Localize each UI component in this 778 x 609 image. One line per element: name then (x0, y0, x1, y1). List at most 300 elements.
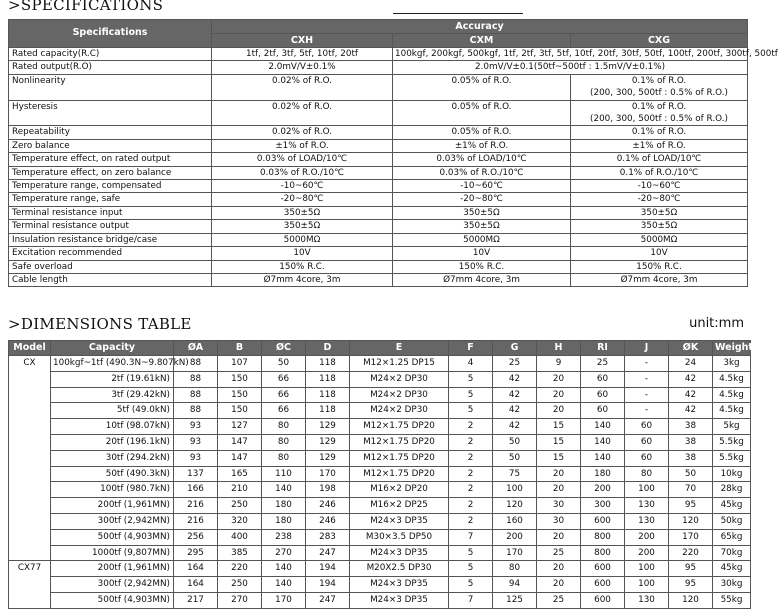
spec-label: Temperature effect, on rated output (9, 153, 212, 166)
model-header-cxm: CXM (393, 34, 571, 48)
dims-value: 246 (306, 498, 350, 514)
dims-value: 4.5kg (713, 371, 751, 387)
dims-value: 165 (218, 466, 262, 482)
table-row (9, 592, 751, 608)
dims-value: 20 (537, 482, 581, 498)
dims-value: 88 (174, 387, 218, 403)
dims-value: 60 (625, 450, 669, 466)
dims-value: 100 (625, 482, 669, 498)
dims-value: 600 (581, 513, 625, 529)
spec-label: Terminal resistance input (9, 206, 212, 219)
spec-value-cxg-main: 350±5Ω (640, 207, 678, 218)
dims-value: 256 (174, 529, 218, 545)
table-row (9, 545, 751, 561)
dims-value: 220 (218, 561, 262, 577)
dims-value: 130 (625, 513, 669, 529)
spec-value-cxg (571, 260, 748, 273)
spec-row (9, 247, 748, 260)
specifications-table (8, 19, 778, 287)
spec-value-cxm: 5000MΩ (393, 233, 571, 246)
dims-value: 60 (625, 419, 669, 435)
spec-label: Rated output(R.O) (9, 61, 212, 74)
dims-value: 5kg (713, 419, 751, 435)
model-cell: CX (9, 356, 51, 561)
capacity-cell: 3tf (29.42kN) (51, 387, 174, 403)
dims-value: 107 (218, 356, 262, 372)
dims-value: 180 (262, 498, 306, 514)
dims-value: 95 (669, 577, 713, 593)
dims-column-header: F (449, 341, 493, 356)
spec-value-cxg (571, 247, 748, 260)
dims-value: 88 (174, 403, 218, 419)
dims-value: M12×1.75 DP20 (350, 450, 449, 466)
spec-value-cxh: 350±5Ω (212, 206, 393, 219)
spec-label: Safe overload (9, 260, 212, 273)
spec-value-cxh: 0.02% of R.O. (212, 100, 393, 126)
dims-value: 50 (493, 434, 537, 450)
dims-value: 118 (306, 387, 350, 403)
dims-value: 65kg (713, 529, 751, 545)
dims-value: 60 (581, 371, 625, 387)
spec-value-cxg (571, 139, 748, 152)
dims-value: 66 (262, 387, 306, 403)
dims-value: 50 (493, 450, 537, 466)
dims-value: 2 (449, 498, 493, 514)
spec-value-cxg-note: (200, 300, 500tf : 0.5% of R.O.) (590, 88, 728, 99)
dims-value: 30kg (713, 577, 751, 593)
spec-label: Excitation recommended (9, 247, 212, 260)
dims-value: 150 (218, 371, 262, 387)
dims-value: 247 (306, 592, 350, 608)
accuracy-header: Accuracy (212, 20, 748, 34)
dims-value: M24×3 DP35 (350, 513, 449, 529)
dims-value: M30×3.5 DP50 (350, 529, 449, 545)
model-cell: CX77 (9, 561, 51, 608)
dims-value: 200 (581, 482, 625, 498)
dims-value: 30 (537, 513, 581, 529)
spec-value-cxg (571, 233, 748, 246)
spec-row (9, 100, 748, 126)
dims-value: 25 (581, 356, 625, 372)
dims-value: 25 (493, 356, 537, 372)
spec-value-cxg-main: -10~60℃ (637, 181, 681, 192)
dims-value: 70kg (713, 545, 751, 561)
spec-value-cxh: 0.03% of R.O./10℃ (212, 166, 393, 179)
dims-value: 170 (306, 466, 350, 482)
spec-value-cxg-main: 350±5Ω (640, 221, 678, 232)
table-row (9, 419, 751, 435)
dims-value: 140 (581, 419, 625, 435)
spec-value-cxm: 0.03% of LOAD/10℃ (393, 153, 571, 166)
dims-column-header: H (537, 341, 581, 356)
dims-value: 216 (174, 498, 218, 514)
dims-value: 150 (218, 403, 262, 419)
unit-label: unit:mm (689, 316, 744, 331)
spec-value-cxm: 0.05% of R.O. (393, 126, 571, 139)
dims-value: 5 (449, 403, 493, 419)
spec-value-cxh: 2.0mV/V±0.1% (212, 61, 393, 74)
spec-value-cxg (571, 100, 748, 126)
dims-value: 42 (493, 403, 537, 419)
dims-value: 70 (669, 482, 713, 498)
dims-value: 75 (493, 466, 537, 482)
dims-value: 80 (262, 419, 306, 435)
dims-column-header: Model (9, 341, 51, 356)
dims-value: 10kg (713, 466, 751, 482)
spec-label: Nonlinearity (9, 74, 212, 100)
dims-value: 270 (218, 592, 262, 608)
dims-value: 80 (262, 450, 306, 466)
dims-value: M20X2.5 DP30 (350, 561, 449, 577)
spec-value-cxg (571, 126, 748, 139)
spec-value-cxh: -10~60℃ (212, 180, 393, 193)
capacity-cell: 100kgf~1tf (490.3N~9.807kN) (51, 356, 174, 372)
dims-column-header: G (493, 341, 537, 356)
dims-value: 60 (581, 403, 625, 419)
capacity-cell: 5tf (49.0kN) (51, 403, 174, 419)
table-row (9, 498, 751, 514)
spec-value-cxh: ±1% of R.O. (212, 139, 393, 152)
spec-label: Temperature range, safe (9, 193, 212, 206)
spec-value-cxh: 0.03% of LOAD/10℃ (212, 153, 393, 166)
dims-value: M16×2 DP20 (350, 482, 449, 498)
dims-value: 170 (493, 545, 537, 561)
dims-value: 9 (537, 356, 581, 372)
spec-value-cxh: 150% R.C. (212, 260, 393, 273)
spec-value-cxh: 0.02% of R.O. (212, 126, 393, 139)
spec-value-cxg (571, 153, 748, 166)
dims-value: 180 (581, 466, 625, 482)
dims-value: - (625, 403, 669, 419)
dims-value: M24×3 DP35 (350, 592, 449, 608)
spec-value-cxm: -10~60℃ (393, 180, 571, 193)
dims-value: 129 (306, 434, 350, 450)
dims-value: 15 (537, 419, 581, 435)
table-row (9, 577, 751, 593)
dims-column-header: Capacity (51, 341, 174, 356)
dims-value: 7 (449, 529, 493, 545)
spec-value-cxm: 0.05% of R.O. (393, 74, 571, 100)
spec-value-cxg (571, 193, 748, 206)
table-row (9, 403, 751, 419)
dims-value: 24 (669, 356, 713, 372)
dims-value: M12×1.75 DP20 (350, 419, 449, 435)
dims-value: 42 (669, 387, 713, 403)
spec-row (9, 233, 748, 246)
capacity-cell: 10tf (98.07kN) (51, 419, 174, 435)
spec-label: Repeatability (9, 126, 212, 139)
dims-column-header: Weight (713, 341, 751, 356)
dims-value: 60 (625, 434, 669, 450)
spec-row (9, 273, 748, 286)
spec-value-cxg (571, 220, 748, 233)
dims-value: 94 (493, 577, 537, 593)
dims-value: 147 (218, 434, 262, 450)
spec-value-cxm: ±1% of R.O. (393, 139, 571, 152)
dims-value: 238 (262, 529, 306, 545)
dims-value: 100 (493, 482, 537, 498)
spec-label: Temperature effect, on zero balance (9, 166, 212, 179)
dims-column-header: RI (581, 341, 625, 356)
dims-value: 129 (306, 419, 350, 435)
dims-value: 93 (174, 419, 218, 435)
capacity-cell: 100tf (980.7kN) (51, 482, 174, 498)
dims-value: 66 (262, 371, 306, 387)
spec-value-cxg-main: Ø7mm 4core, 3m (620, 274, 698, 285)
spec-row (9, 206, 748, 219)
dims-value: 120 (669, 592, 713, 608)
dims-value: 38 (669, 434, 713, 450)
dims-value: 194 (306, 561, 350, 577)
dims-value: 147 (218, 450, 262, 466)
dims-value: 200 (625, 545, 669, 561)
spec-value-cxh: 5000MΩ (212, 233, 393, 246)
dims-value: 198 (306, 482, 350, 498)
dims-column-header: J (625, 341, 669, 356)
dims-value: 93 (174, 450, 218, 466)
specifications-title: >SPECIFICATIONS (8, 0, 164, 14)
spec-row (9, 153, 748, 166)
dims-value: M24×3 DP35 (350, 545, 449, 561)
dims-value: 283 (306, 529, 350, 545)
dims-value: 400 (218, 529, 262, 545)
dims-value: 7 (449, 592, 493, 608)
dims-header-row (9, 341, 751, 356)
spec-label: Zero balance (9, 139, 212, 152)
spec-value-cxg-note: (200, 300, 500tf : 0.5% of R.O.) (590, 114, 728, 125)
spec-row (9, 48, 748, 61)
spec-value-cxg-main: 0.1% of R.O. (631, 101, 687, 112)
dims-value: 800 (581, 529, 625, 545)
spec-value-cxm: -20~80℃ (393, 193, 571, 206)
dims-value: M12×1.25 DP15 (350, 356, 449, 372)
capacity-cell: 30tf (294.2kN) (51, 450, 174, 466)
dims-value: 15 (537, 450, 581, 466)
capacity-cell: 1000tf (9,807MN) (51, 545, 174, 561)
dims-value: 140 (581, 450, 625, 466)
dims-value: 30 (537, 498, 581, 514)
dims-value: 160 (493, 513, 537, 529)
dims-body (9, 356, 751, 609)
dims-value: 60 (581, 387, 625, 403)
dims-value: 5 (449, 387, 493, 403)
spec-row (9, 126, 748, 139)
dims-value: 110 (262, 466, 306, 482)
dims-value: 5 (449, 371, 493, 387)
dims-value: 300 (581, 498, 625, 514)
spec-value-cxg-main: 0.1% of R.O. (631, 127, 687, 138)
dims-value: 45kg (713, 561, 751, 577)
spec-value-cxg-main: 150% R.C. (636, 261, 682, 272)
spec-label: Rated capacity(R.C) (9, 48, 212, 61)
dims-value: 210 (218, 482, 262, 498)
dims-value: 2 (449, 482, 493, 498)
table-row (9, 387, 751, 403)
dims-value: 118 (306, 403, 350, 419)
table-row (9, 450, 751, 466)
dims-value: 28kg (713, 482, 751, 498)
capacity-cell: 300tf (2,942MN) (51, 577, 174, 593)
dims-value: 38 (669, 450, 713, 466)
spec-row (9, 74, 748, 100)
model-header-cxg: CXG (571, 34, 748, 48)
spec-value-cxg (571, 166, 748, 179)
dims-value: 129 (306, 450, 350, 466)
dims-value: 250 (218, 498, 262, 514)
capacity-cell: 500tf (4,903MN) (51, 592, 174, 608)
dims-value: 95 (669, 498, 713, 514)
dims-value: M24×2 DP30 (350, 403, 449, 419)
dims-value: 4.5kg (713, 387, 751, 403)
dims-value: 137 (174, 466, 218, 482)
spec-value-cxg-main: 10V (650, 248, 668, 259)
spec-value-cxh: 10V (212, 247, 393, 260)
dims-value: 2 (449, 466, 493, 482)
capacity-cell: 20tf (196.1kN) (51, 434, 174, 450)
spec-label: Insulation resistance bridge/case (9, 233, 212, 246)
dims-value: 180 (262, 513, 306, 529)
dims-value: - (625, 387, 669, 403)
spec-row (9, 180, 748, 193)
spec-row (9, 220, 748, 233)
dims-value: 140 (262, 482, 306, 498)
dimensions-title: >DIMENSIONS TABLE (8, 315, 192, 333)
table-row (9, 482, 751, 498)
dims-value: 125 (493, 592, 537, 608)
spec-value-cxh: 0.02% of R.O. (212, 74, 393, 100)
dims-value: 170 (669, 529, 713, 545)
spec-value-cxm-cxg: 2.0mV/V±0.1(50tf~500tf : 1.5mV/V±0.1%) (393, 61, 748, 74)
dims-value: 150 (218, 387, 262, 403)
spec-label: Cable length (9, 273, 212, 286)
dims-value: 50 (262, 356, 306, 372)
dims-value: 20 (537, 561, 581, 577)
table-row (9, 561, 751, 577)
dims-value: 600 (581, 577, 625, 593)
table-row (9, 513, 751, 529)
table-row (9, 356, 751, 372)
dims-column-header: ØA (174, 341, 218, 356)
spec-value-cxm: Ø7mm 4core, 3m (393, 273, 571, 286)
dims-value: 42 (493, 419, 537, 435)
dims-value: 164 (174, 561, 218, 577)
dims-value: 42 (493, 387, 537, 403)
dims-value: 118 (306, 356, 350, 372)
dims-value: 42 (493, 371, 537, 387)
spec-value-cxg-main: 5000MΩ (640, 234, 678, 245)
dims-value: 25 (537, 592, 581, 608)
spec-value-cxg (571, 273, 748, 286)
dims-value: 140 (262, 577, 306, 593)
dims-value: 130 (625, 498, 669, 514)
spec-row (9, 61, 748, 74)
spec-value-cxg (571, 180, 748, 193)
dims-value: 800 (581, 545, 625, 561)
spec-value-cxg-main: 0.1% of LOAD/10℃ (616, 154, 702, 165)
dims-value: 166 (174, 482, 218, 498)
dims-value: 295 (174, 545, 218, 561)
dims-value: 20 (537, 371, 581, 387)
dims-value: 2 (449, 450, 493, 466)
capacity-cell: 200tf (1,961MN) (51, 498, 174, 514)
spec-value-cxh: 350±5Ω (212, 220, 393, 233)
dims-value: 130 (625, 592, 669, 608)
dims-value: 170 (262, 592, 306, 608)
capacity-cell: 500tf (4,903MN) (51, 529, 174, 545)
dims-column-header: ØK (669, 341, 713, 356)
dims-value: 4 (449, 356, 493, 372)
capacity-cell: 200tf (1,961MN) (51, 561, 174, 577)
spec-value-cxm: 350±5Ω (393, 206, 571, 219)
dims-value: 600 (581, 592, 625, 608)
dims-value: 120 (669, 513, 713, 529)
dims-value: 80 (493, 561, 537, 577)
spec-row (9, 193, 748, 206)
table-row (9, 466, 751, 482)
dims-value: 127 (218, 419, 262, 435)
spec-value-cxg-main: 0.1% of R.O./10℃ (619, 167, 699, 178)
spec-value-cxg-main: -20~80℃ (637, 194, 681, 205)
spec-value-cxg (571, 74, 748, 100)
dims-value: 55kg (713, 592, 751, 608)
dims-column-header: D (306, 341, 350, 356)
spec-value-cxm-cxg: 100kgf, 200kgf, 500kgf, 1tf, 2tf, 3tf, 5tf, 10tf, 20tf, 30tf, 50tf, 100tf, 200tf, 300tf, 500tf (393, 48, 748, 61)
dims-value: 220 (669, 545, 713, 561)
dims-value: - (625, 356, 669, 372)
table-row (9, 434, 751, 450)
dims-value: 140 (262, 561, 306, 577)
dims-value: 20 (537, 466, 581, 482)
dims-value: 45kg (713, 498, 751, 514)
dims-value: 385 (218, 545, 262, 561)
dims-value: 194 (306, 577, 350, 593)
dims-value: 2 (449, 513, 493, 529)
dims-value: 164 (174, 577, 218, 593)
dims-value: 246 (306, 513, 350, 529)
dims-value: 118 (306, 371, 350, 387)
table-row (9, 529, 751, 545)
dims-value: 42 (669, 371, 713, 387)
dims-value: 100 (625, 561, 669, 577)
spec-body (9, 48, 778, 287)
spec-row (9, 260, 748, 273)
capacity-cell: 50tf (490.3kN) (51, 466, 174, 482)
dims-column-header: E (350, 341, 449, 356)
dims-column-header: B (218, 341, 262, 356)
spec-label: Hysteresis (9, 100, 212, 126)
dims-value: 42 (669, 403, 713, 419)
dims-value: 5 (449, 577, 493, 593)
dims-value: M24×2 DP30 (350, 387, 449, 403)
dims-value: 217 (174, 592, 218, 608)
dims-value: 270 (262, 545, 306, 561)
dims-value: 50kg (713, 513, 751, 529)
dims-value: 3kg (713, 356, 751, 372)
capacity-cell: 300tf (2,942MN) (51, 513, 174, 529)
dims-value: 93 (174, 434, 218, 450)
dims-value: 5 (449, 545, 493, 561)
dims-value: 5 (449, 561, 493, 577)
spec-value-cxg-main: 0.1% of R.O. (631, 75, 687, 86)
dims-value: 20 (537, 387, 581, 403)
spec-label: Terminal resistance output (9, 220, 212, 233)
dims-value: - (625, 371, 669, 387)
spec-value-cxm: 10V (393, 247, 571, 260)
dims-value: M12×1.75 DP20 (350, 434, 449, 450)
dims-column-header: ØC (262, 341, 306, 356)
dims-value: 2 (449, 419, 493, 435)
dimensions-table (8, 340, 751, 609)
